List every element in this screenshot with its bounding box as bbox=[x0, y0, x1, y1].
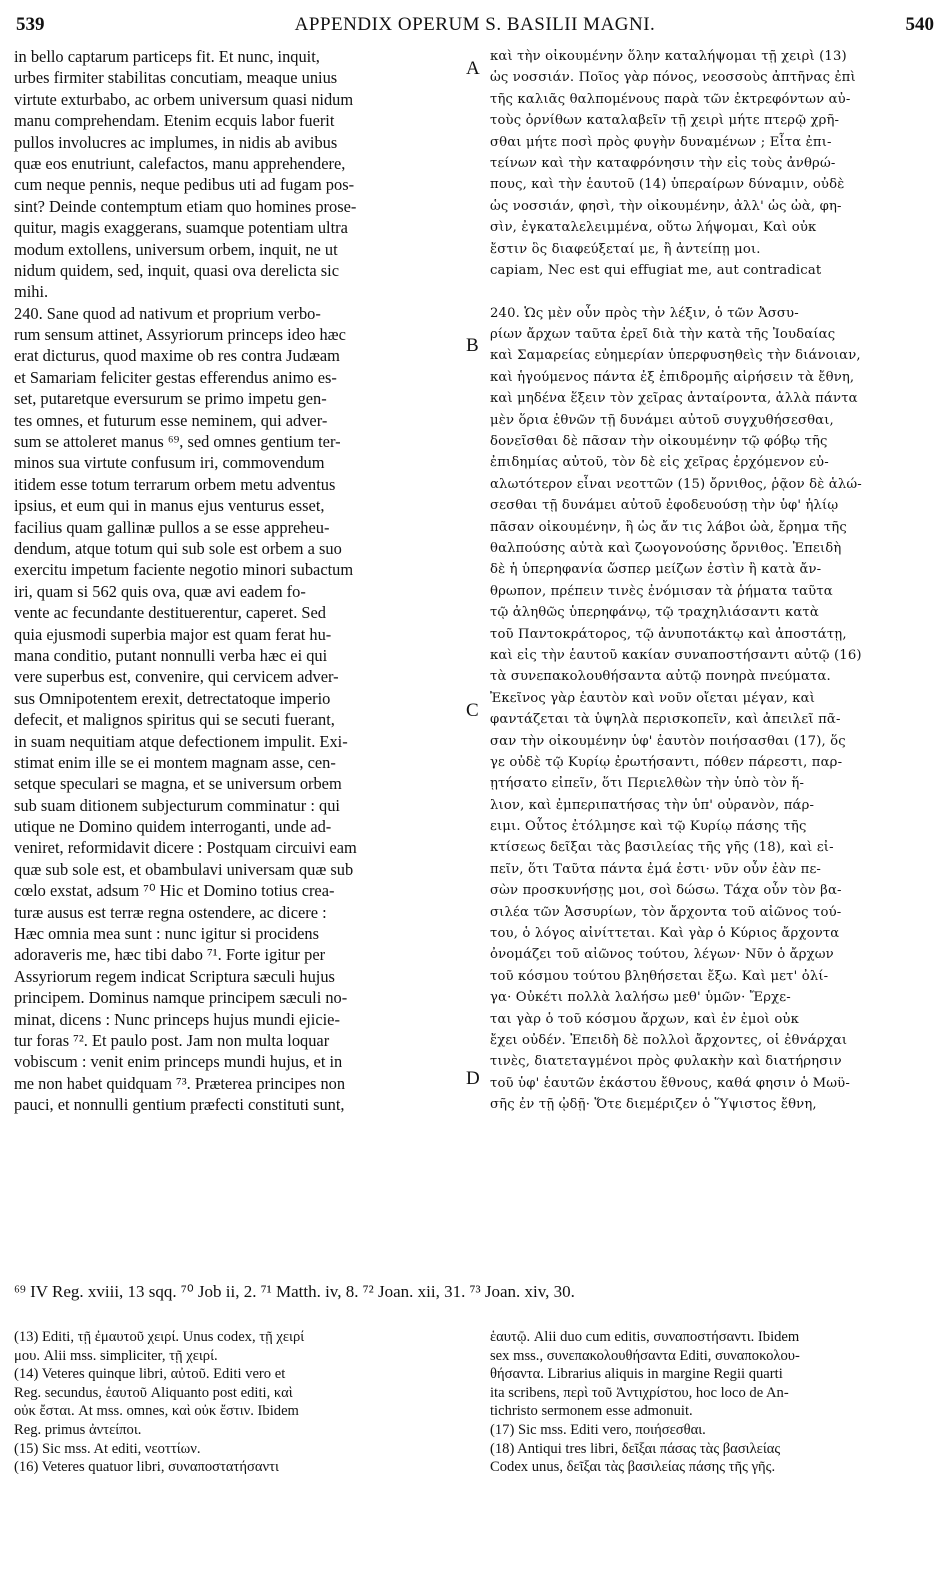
latin-text-line: sub suam ditionem subjecturum comminatur : qui bbox=[14, 795, 340, 815]
note-line: ita scribens, περὶ τοῦ Ἀντιχρίστου, hoc loco de An- bbox=[490, 1384, 789, 1401]
latin-text-line: vobiscum : venit enim princeps mundi hujus, et in bbox=[14, 1052, 343, 1072]
note-line: (17) Sic mss. Editi vero, ποιήσεσθαι. bbox=[490, 1421, 706, 1438]
greek-text-line: σῆς ἐν τῇ ᾠδῇ· Ὅτε διεμέριζεν ὁ Ὕψιστος ἔθνη, bbox=[490, 1097, 817, 1113]
latin-text-line: turæ ausus est terræ regna ostendere, ac dicere : bbox=[14, 902, 327, 922]
latin-text-line: cœlo exstat, adsum ⁷⁰ Hic et Domino totius crea- bbox=[14, 881, 335, 901]
latin-text-line: utique ne Domino quidem interroganti, unde ad- bbox=[14, 817, 332, 837]
latin-text-line: virtute exturbabo, ac orbem universum quasi nidum bbox=[14, 89, 354, 109]
greek-text-line: τοῦ ὑφ' ἑαυτῶν ἑκάστου ἔθνους, καθά φησιν ὁ Μωϋ- bbox=[490, 1075, 850, 1091]
greek-text-line: σεσθαι τῇ δυνάμει αὐτοῦ ἐφοδευούσῃ τὴν ὑφ' ἡλίῳ bbox=[490, 498, 839, 514]
note-line: sex mss., συνεπακολουθήσαντα Editi, συναποκολου- bbox=[490, 1347, 800, 1364]
latin-text-line: vente ac fecundante destituerentur, caperet. Sed bbox=[14, 603, 326, 623]
latin-text-line: et Samariam feliciter gestas efferendus animo es- bbox=[14, 367, 337, 387]
note-line: μου. Alii mss. simpliciter, τῇ χειρί. bbox=[14, 1347, 218, 1364]
latin-text-line: urbes firmiter stabilitas concutiam, meaque unius bbox=[14, 68, 338, 88]
note-line: (13) Editi, τῇ ἐμαυτοῦ χειρί. Unus codex, τῇ χειρί bbox=[14, 1329, 305, 1345]
latin-text-line: set, putaretque eversurum se primo impetu gen- bbox=[14, 389, 327, 409]
critical-notes-right bbox=[490, 1328, 936, 1477]
latin-text-line: exercitu impetum faciente negotio minori subactum bbox=[14, 560, 354, 580]
latin-text-line: quæ sub sole est, et obambulavi universam quæ sub bbox=[14, 859, 354, 879]
greek-text-line: τείνων καὶ τὴν καταφρόνησιν τὴν εἰς τοὺς ἀνθρώ- bbox=[490, 155, 836, 171]
greek-text-line bbox=[490, 281, 936, 302]
greek-text-line: δὲ ἡ ὑπερηφανία ὥσπερ μείζων ἐστὶν ἢ κατὰ ἄν- bbox=[490, 562, 822, 578]
page-number-left: 539 bbox=[16, 14, 45, 35]
greek-text-line: τοὺς ὀρνίθων καταλαβεῖν τῇ χειρὶ μήτε πτερῷ χρῆ- bbox=[490, 113, 840, 129]
greek-text-line: φαντάζεται τὰ ὑψηλὰ περισκοπεῖν, καὶ ἀπειλεῖ πᾶ- bbox=[490, 712, 841, 728]
latin-text-line: facilius quam gallinæ pullos a se esse appreheu- bbox=[14, 517, 330, 537]
note-line: θήσαντα. Librarius aliquis in margine Regii quarti bbox=[490, 1366, 783, 1383]
latin-text-line: vere superbus est, convenire, qui cervicem adver- bbox=[14, 667, 339, 687]
greek-text-line: ὡς νοσσιάν. Ποῖος γὰρ πόνος, νεοσσοὺς ἀπτῆνας ἐπὶ bbox=[490, 70, 856, 86]
greek-text-line: τοῦ κόσμου τούτου βληθήσεται ἔξω. Καὶ μετ' ὀλί- bbox=[490, 968, 829, 984]
section-marker-c: C bbox=[466, 700, 479, 721]
greek-column bbox=[490, 46, 936, 1116]
note-line: (15) Sic mss. At editi, νεοττίων. bbox=[14, 1440, 201, 1457]
critical-notes-left bbox=[14, 1328, 469, 1477]
note-line: (18) Antiqui tres libri, δεῖξαι πάσας τὰς βασιλείας bbox=[490, 1440, 781, 1457]
greek-text-line: ἔχει οὐδέν. Ἐπειδὴ δὲ πολλοὶ ἄρχοντες, οἱ ἐθνάρχαι bbox=[490, 1032, 848, 1048]
note-line: (14) Veteres quinque libri, αὐτοῦ. Editi vero et bbox=[14, 1366, 286, 1383]
latin-text-line: nidum quidem, sed, inquit, quasi ova derelicta sic bbox=[14, 260, 340, 280]
latin-text-line: erat dicturus, quod maxime ob res contra Judæam bbox=[14, 346, 340, 366]
greek-text-line: καὶ εἰς τὴν ἑαυτοῦ κακίαν συναποστήσαντι αὐτῷ (16) bbox=[490, 647, 862, 663]
latin-column bbox=[14, 46, 472, 1116]
latin-text-line: modum extollens, universum orbem, inquit, ne ut bbox=[14, 239, 338, 259]
greek-text-line: ὡς νοσσιάν, φησὶ, τὴν οἰκουμένην, ἀλλ' ὡς ὠὰ, φη- bbox=[490, 198, 842, 214]
latin-text-line: dendum, atque totum qui sub sole est orbem a suo bbox=[14, 538, 342, 558]
note-line: (16) Veteres quatuor libri, συναποστατήσαντι bbox=[14, 1459, 279, 1476]
note-line: tichristo sermonem esse admonuit. bbox=[490, 1403, 693, 1420]
section-marker-d: D bbox=[466, 1068, 480, 1089]
greek-text-line: σὶν, ἐγκαταλελειμμένα, οὕτω λήψομαι, Καὶ οὐκ bbox=[490, 220, 817, 236]
greek-text-line: μὲν ὅρια ἐθνῶν τῇ δυνάμει αὐτοῦ συγχυθήσεσθαι, bbox=[490, 412, 834, 428]
greek-text-line: Ἐκεῖνος γὰρ ἑαυτὸν καὶ νοῦν οἴεται μέγαν, καὶ bbox=[490, 690, 816, 706]
latin-text-line: Hæc omnia mea sunt : nunc igitur si procidens bbox=[14, 924, 319, 944]
note-line: Codex unus, δεῖξαι τὰς βασιλείας πάσης τῆς γῆς. bbox=[490, 1459, 776, 1476]
greek-text-line: ὀνομάζει τοῦ αἰῶνος τούτου, λέγων· Νῦν ὁ ἄρχων bbox=[490, 947, 834, 963]
greek-text-line: τινὲς, διατεταγμένοι πρὸς φυλακὴν καὶ διατήρησιν bbox=[490, 1054, 842, 1070]
latin-text-line: sint? Deinde contemptum etiam quo homines prose- bbox=[14, 196, 357, 216]
greek-text-line: σιλέα τῶν Ἀσσυρίων, τὸν ἄρχοντα τοῦ αἰῶνος τού- bbox=[490, 904, 842, 920]
greek-text-line: κτίσεως δεῖξαι τὰς βασιλείας τῆς γῆς (18), καὶ εἰ- bbox=[490, 840, 834, 856]
latin-text-line: stimat enim ille se ei montem magnam asse, cen- bbox=[14, 752, 336, 772]
latin-text-line: itidem esse totum terrarum orbem metu adventus bbox=[14, 474, 336, 494]
greek-text-line: ειμι. Οὗτος ἐτόλμησε καὶ τῷ Κυρίῳ πάσης τῆς bbox=[490, 819, 807, 835]
greek-text-line: πᾶσαν οἰκουμένην, ἢ ὡς ἄν τις λάβοι ὠὰ, ἔρημα τῆς bbox=[490, 519, 847, 535]
latin-text-line: veniret, reformidavit dicere : Postquam circuivi eam bbox=[14, 838, 357, 858]
latin-text-line: principem. Dominus namque principem sæculi no- bbox=[14, 988, 348, 1008]
greek-text-line: τοῦ Παντοκράτορος, τῷ ἀνυποτάκτῳ καὶ ἀποστάτῃ, bbox=[490, 626, 847, 642]
latin-text-line: minat, dicens : Nunc princeps hujus mundi ejicie- bbox=[14, 1009, 340, 1029]
greek-text-line: ἔστιν ὃς διαφεύξεταί με, ἢ ἀντείπῃ μοι. bbox=[490, 241, 761, 257]
greek-text-line: καὶ ἡγούμενος πάντα ἐξ ἐπιδρομῆς αἱρήσειν τὰ ἔθνη, bbox=[490, 369, 855, 385]
note-line: Reg. primus ἀντείποι. bbox=[14, 1421, 142, 1438]
latin-text-line: in bello captarum particeps fit. Et nunc, inquit, bbox=[14, 47, 320, 66]
latin-text-line: setque speculari se magna, et se universum orbem bbox=[14, 774, 342, 794]
latin-text-line: quæ eos enutriunt, calefactos, manu apprehendere, bbox=[14, 153, 346, 173]
greek-text-line: πους, καὶ τὴν ἑαυτοῦ (14) ὑπεραίρων δύναμιν, οὐδὲ bbox=[490, 177, 845, 193]
latin-text-line: manu comprehendam. Etenim ecquis labor fuerit bbox=[14, 111, 335, 131]
greek-text-line: ἐπιδημίας αὐτοῦ, τὸν δὲ εἰς χεῖρας ἐρχόμενον εὐ- bbox=[490, 455, 829, 471]
latin-text-line: me non habet quidquam ⁷³. Præterea principes non bbox=[14, 1073, 346, 1093]
greek-text-line: τῷ ἀληθῶς ὑπερηφάνῳ, τῷ τραχηλιάσαντι κατὰ bbox=[490, 605, 819, 621]
greek-text-line: 240. Ὡς μὲν οὖν πρὸς τὴν λέξιν, ὁ τῶν Ἀσσυ- bbox=[490, 305, 799, 321]
latin-text-line: in suam nequitiam atque defectionem impulit. Exi- bbox=[14, 731, 348, 751]
greek-text-line: σθαι μήτε ποσὶ πρὸς φυγὴν δυναμένων ; Εἶτα ἐπι- bbox=[490, 134, 832, 150]
latin-text-line: defecit, et malignos spiritus qui se secuti fuerant, bbox=[14, 710, 335, 730]
scripture-references: ⁶⁹ IV Reg. xviii, 13 sqq. ⁷⁰ Job ii, 2. ⁷¹ Matth. iv, 8. ⁷² Joan. xii, 31. ⁷³ Joan. xiv, 30. bbox=[14, 1282, 575, 1301]
greek-text-line: ρίων ἄρχων ταῦτα ἐρεῖ διὰ τὴν κατὰ τῆς Ἰουδαίας bbox=[490, 327, 836, 343]
note-line: ἑαυτῷ. Alii duo cum editis, συναποστήσαντι. Ibidem bbox=[490, 1329, 800, 1345]
greek-text-line: γε οὐδὲ τῷ Κυρίῳ ἐρωτήσαντι, πόθεν πάρεστι, παρ- bbox=[490, 754, 843, 770]
greek-text-line: θρωπον, πρέπειν τινὲς ἐνόμισαν τὰ ῥήματα ταῦτα bbox=[490, 583, 833, 599]
greek-text-line: δονεῖσθαι δὲ πᾶσαν τὴν οἰκουμένην τῷ φόβῳ τῆς bbox=[490, 434, 828, 450]
latin-text-line: iri, quam si 562 quis ova, quæ avi eadem fo- bbox=[14, 581, 306, 601]
note-line: Reg. secundus, ἑαυτοῦ Aliquanto post editi, καὶ bbox=[14, 1384, 293, 1401]
note-line: οὐκ ἔσται. At mss. omnes, καὶ οὐκ ἔστιν. Ibidem bbox=[14, 1403, 299, 1420]
greek-text-line: γα· Οὐκέτι πολλὰ λαλήσω μεθ' ὑμῶν· Ἔρχε- bbox=[490, 990, 791, 1006]
latin-text-line: pullos involucres ac implumes, in nidis ab avibus bbox=[14, 132, 338, 152]
greek-text-line: τὰ συνεπακολουθήσαντα αὐτῷ πονηρὰ πνεύματα. bbox=[490, 669, 831, 685]
latin-text-line: mihi. bbox=[14, 282, 49, 302]
greek-text-line: capiam, Nec est qui effugiat me, aut contradicat bbox=[490, 262, 822, 278]
greek-text-line: καὶ τὴν οἰκουμένην ὅλην καταλήψομαι τῇ χειρὶ (13) bbox=[490, 49, 847, 64]
greek-text-line: του, ὁ λόγος αἰνίττεται. Καὶ γὰρ ὁ Κύριος ἄρχοντα bbox=[490, 926, 840, 942]
greek-text-line: καὶ Σαμαρείας εὐημερίαν ὑπερφυσηθεὶς τὴν διάνοιαν, bbox=[490, 348, 861, 364]
greek-text-line: ῃτήσατο εἰπεῖν, ὅτι Περιελθὼν τὴν ὑπὸ τὸν ἥ- bbox=[490, 776, 805, 792]
page-number-right: 540 bbox=[905, 14, 934, 35]
greek-text-line: σαν τὴν οἰκουμένην ὑφ' ἑαυτὸν ποιήσασθαι (17), ὅς bbox=[490, 733, 846, 749]
page-header bbox=[16, 14, 934, 40]
greek-text-line: ται γὰρ ὁ τοῦ κόσμου ἄρχων, καὶ ἐν ἐμοὶ οὐκ bbox=[490, 1011, 799, 1027]
greek-text-line: σὼν προσκυνήσῃς μοι, σοὶ δώσω. Τάχα οὖν τὸν βα- bbox=[490, 883, 842, 899]
latin-text-line: quitur, magis exaggerans, suamque potentiam ultra bbox=[14, 218, 348, 238]
running-title: APPENDIX OPERUM S. BASILII MAGNI. bbox=[294, 14, 656, 35]
greek-text-line: τῆς καλιᾶς θαλπομένους παρὰ τῶν ἐκτρεφόντων αὐ- bbox=[490, 91, 851, 107]
greek-text-line: καὶ μηδένα ἕξειν τὸν χεῖρας ἀνταίροντα, ἀλλὰ πάντα bbox=[490, 391, 858, 407]
section-marker-a: A bbox=[466, 58, 480, 79]
latin-text-line: sum se attoleret manus ⁶⁹, sed omnes gentium ter- bbox=[14, 432, 341, 452]
latin-text-line: quia ejusmodi superbia major est quam ferat hu- bbox=[14, 624, 332, 644]
latin-text-line: tur foras ⁷². Et paulo post. Jam non multa loquar bbox=[14, 1030, 330, 1050]
latin-text-line: ipsius, et eum qui in manus ejus venturus esset, bbox=[14, 496, 325, 516]
latin-text-line: Assyriorum regem indicat Scriptura sæculi hujus bbox=[14, 966, 335, 986]
section-marker-b: B bbox=[466, 335, 479, 356]
latin-text-line: adoraveris me, hæc tibi dabo ⁷¹. Forte igitur per bbox=[14, 945, 326, 965]
greek-text-line: αλωτότερον εἶναι νεοττῶν (15) ὄρνιθος, ῥᾷον δὲ ἁλώ- bbox=[490, 476, 862, 492]
latin-text-line: cum neque pennis, neque pedibus uti ad fugam pos- bbox=[14, 175, 355, 195]
greek-text-line: θαλπούσης αὐτὰ καὶ ζωογονούσης ὄρνιθος. Ἐπειδὴ bbox=[490, 540, 842, 556]
latin-text-line: mana conditio, putant nonnulli verba hæc ei qui bbox=[14, 645, 328, 665]
latin-text-line: sus Omnipotentem erexit, detrectatoque imperio bbox=[14, 688, 331, 708]
latin-text-line: rum sensum attinet, Assyriorum princeps ideo hæc bbox=[14, 325, 346, 345]
latin-text-line: tes omnes, et futurum esse neminem, qui adver- bbox=[14, 410, 328, 430]
latin-text-line: pauci, et nonnulli gentium præfecti constituti sunt, bbox=[14, 1095, 345, 1115]
latin-text-line: minos sua virtute confusum iri, commovendum bbox=[14, 453, 325, 473]
latin-text-line: 240. Sane quod ad nativum et proprium verbo- bbox=[14, 303, 321, 323]
greek-text-line: πεῖν, ὅτι Ταῦτα πάντα ἐμά ἐστι· νῦν οὖν ἐὰν πε- bbox=[490, 861, 822, 877]
greek-text-line: λιον, καὶ ἐμπεριπατήσας τὴν ὑπ' οὐρανὸν, πάρ- bbox=[490, 797, 815, 813]
